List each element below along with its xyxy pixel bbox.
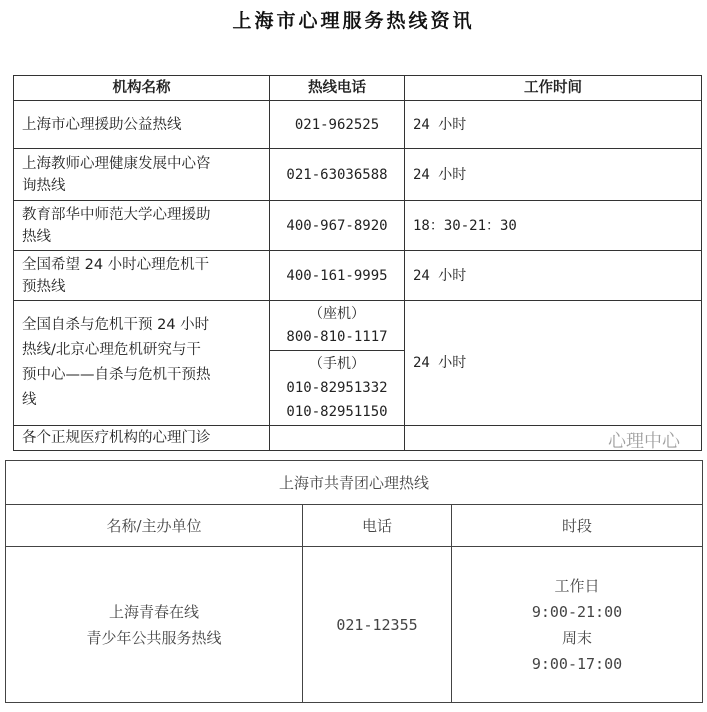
mobile-phone-cell: （手机） 010-82951332 010-82951150 (270, 351, 405, 426)
org-name-cell: 全国自杀与危机干预 24 小时 热线/北京心理危机研究与干 预中心——自杀与危机干预热 线 (14, 301, 270, 426)
header-phone: 电话 (303, 505, 452, 547)
org-name-cell: 上海市心理援助公益热线 (14, 101, 270, 149)
table-title-row (6, 461, 703, 505)
org-name-cell: 上海教师心理健康发展中心咨 询热线 (14, 149, 270, 201)
header-name: 名称/主办单位 (6, 505, 303, 547)
page-title: 上海市心理服务热线资讯 (232, 10, 475, 32)
phone-cell (270, 426, 405, 451)
table-row (14, 301, 702, 351)
table-row (14, 426, 702, 451)
table-row (14, 101, 702, 149)
table-title: 上海市共青团心理热线 (6, 461, 703, 505)
landline-phone-cell: （座机） 800-810-1117 (270, 301, 405, 351)
org-name-cell: 教育部华中师范大学心理援助 热线 (14, 201, 270, 251)
org-name-cell: 各个正规医疗机构的心理门诊 (14, 426, 270, 451)
hours-cell: 24 小时 (405, 101, 702, 149)
youth-hotline-table (5, 460, 703, 703)
table-header-row (6, 505, 703, 547)
hotline-table (13, 75, 702, 451)
phone-cell: 400-967-8920 (270, 201, 405, 251)
hours-cell: 24 小时 (405, 301, 702, 426)
table-row (6, 547, 703, 703)
phone-cell: 021-962525 (270, 101, 405, 149)
table-row (14, 149, 702, 201)
phone-cell: 021-63036588 (270, 149, 405, 201)
table-row (14, 251, 702, 301)
hours-cell: 24 小时 (405, 251, 702, 301)
org-name-cell: 上海青春在线 青少年公共服务热线 (6, 547, 303, 703)
hours-cell: 24 小时 (405, 149, 702, 201)
table-header-row (14, 76, 702, 101)
header-hours: 工作时间 (405, 76, 702, 101)
header-phone: 热线电话 (270, 76, 405, 101)
org-name-cell: 全国希望 24 小时心理危机干 预热线 (14, 251, 270, 301)
watermark: 心理中心 (608, 431, 680, 452)
hours-cell: 工作日 9:00-21:00 周末 9:00-17:00 (452, 547, 703, 703)
header-org-name: 机构名称 (14, 76, 270, 101)
phone-cell: 400-161-9995 (270, 251, 405, 301)
header-hours: 时段 (452, 505, 703, 547)
hours-cell: 18：30-21：30 (405, 201, 702, 251)
table-row (14, 201, 702, 251)
phone-cell: 021-12355 (303, 547, 452, 703)
